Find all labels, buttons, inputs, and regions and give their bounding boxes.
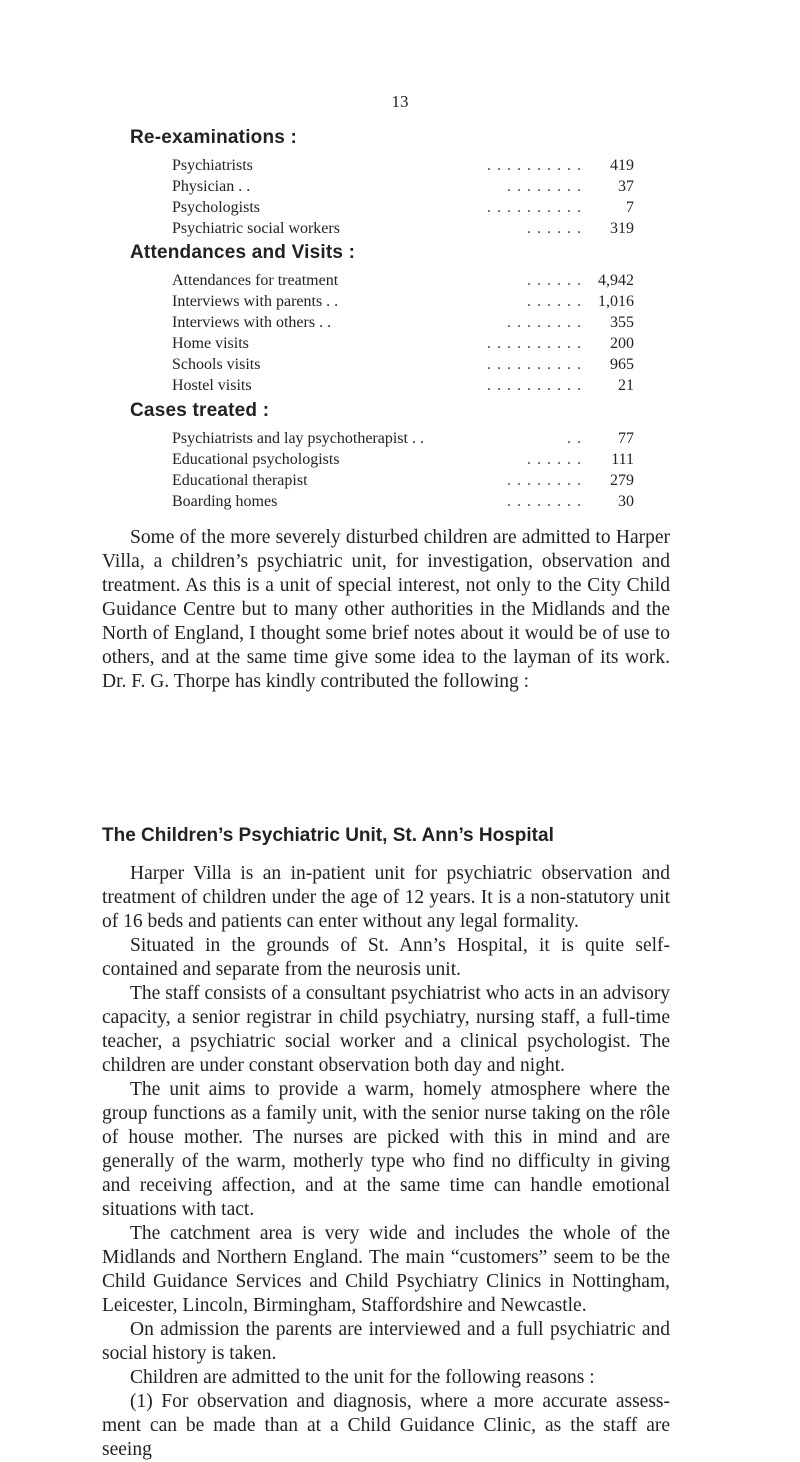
stat-label: Psychologists (172, 199, 261, 216)
stat-value: 319 (610, 220, 634, 237)
stat-value: 111 (611, 451, 634, 468)
stat-label: Psychiatric social workers (172, 220, 340, 237)
dot-leader: . . . . . . . . (507, 472, 582, 489)
section-heading-attendances: Attendances and Visits : (130, 242, 356, 263)
dot-leader: . . . . . . . . (507, 314, 582, 331)
dot-leader: . . . . . . (527, 272, 582, 289)
stat-label: Interviews with parents . . (172, 293, 339, 310)
stat-row (172, 428, 634, 450)
stat-value: 1,016 (598, 293, 634, 310)
stat-label: Educational psychologists (172, 451, 340, 468)
stat-label: Interviews with others . . (172, 314, 332, 331)
body-text (102, 862, 670, 1462)
dot-leader: . . . . . . (527, 451, 582, 468)
stat-row (172, 218, 634, 240)
stat-row (172, 449, 634, 471)
body-paragraph: (1) For observation and diagnosis, where a more accurate assess-ment can be made than at a Child Guidance Clinic, as the staff are seeing (102, 1391, 670, 1460)
dot-leader: . . . . . . (527, 220, 582, 237)
stat-row (172, 197, 634, 219)
stat-value: 7 (626, 199, 634, 216)
stat-value: 4,942 (598, 272, 634, 289)
body-paragraph: Children are admitted to the unit for the following reasons : (130, 1367, 595, 1388)
stat-row (172, 354, 634, 376)
stat-label: Psychiatrists (172, 157, 253, 174)
stat-row (172, 470, 634, 492)
stat-label: Psychiatrists and lay psychotherapist . . (172, 430, 424, 447)
stat-value: 37 (618, 178, 634, 195)
stat-label: Physician . . (172, 178, 251, 195)
dot-leader: . . . . . . . . . . (487, 157, 582, 174)
dot-leader: . . . . . . (527, 293, 582, 310)
intro-paragraph: Some of the more severely disturbed children are admitted to Harper Villa, a children’s psychiatric unit, for investigation, observation and treatment. As this is a unit of special interest, not only to the City Child Guidance Centre but to many other authorities in the Midlands and the North of England, I thought some brief notes about it would be of use to others, and at the same time give some idea to the layman of its work. Dr. F. G. Thorpe has kindly contributed the following : (102, 527, 670, 692)
stat-row (172, 291, 634, 313)
dot-leader: . . . . . . . . (507, 493, 582, 510)
dot-leader: . . . . . . . . . . (487, 335, 582, 352)
intro-block (102, 526, 670, 694)
dot-leader: . . . . . . . . . . (487, 356, 582, 373)
stat-row (172, 375, 634, 397)
dot-leader: . . . . . . . . (507, 178, 582, 195)
stat-label: Boarding homes (172, 493, 278, 510)
dot-leader: . . . . . . . . . . (487, 199, 582, 216)
stat-value: 30 (618, 493, 634, 510)
body-paragraph: The staff consists of a consultant psychiatrist who acts in an advisory capacity, a senior registrar in child psychiatry, nursing staff, a full-time teacher, a psychiatric social worker and a clinical psychologist. The children are under constant observation both day and night. (102, 983, 670, 1076)
stat-label: Attendances for treatment (172, 272, 339, 289)
stat-value: 200 (610, 335, 634, 352)
body-paragraph: On admission the parents are interviewed and a full psychiatric and social history is taken. (102, 1319, 670, 1364)
stat-value: 279 (610, 472, 634, 489)
unit-subheading: The Children’s Psychiatric Unit, St. Ann’s Hospital (102, 825, 554, 846)
dot-leader: . . . . . . . . . . (487, 377, 582, 394)
stat-row (172, 155, 634, 177)
stat-value: 77 (618, 430, 634, 447)
stat-row (172, 333, 634, 355)
stat-label: Hostel visits (172, 377, 252, 394)
body-paragraph: The catchment area is very wide and includes the whole of the Midlands and Northern England. The main “customers” seem to be the Child Guidance Services and Child Psychiatry Clinics in Nottingham, Leicester, Lincoln, Birmingham, Staffordshire and Newcastle. (102, 1223, 670, 1316)
stat-value: 965 (610, 356, 634, 373)
stat-label: Educational therapist (172, 472, 308, 489)
stat-row (172, 312, 634, 334)
stat-value: 21 (618, 377, 634, 394)
body-paragraph: The unit aims to provide a warm, homely atmosphere where the group functions as a family unit, with the senior nurse taking on the rôle of house mother. The nurses are picked with this in mind and are generally of the warm, motherly type who find no difficulty in giving and receiving affection, and at the same time can handle emotional situations with tact. (102, 1079, 670, 1220)
section-heading-re-examinations: Re-examinations : (130, 127, 298, 148)
stat-value: 355 (610, 314, 634, 331)
stat-row (172, 270, 634, 292)
section-heading-cases-treated: Cases treated : (130, 400, 270, 421)
stat-label: Schools visits (172, 356, 261, 373)
stat-row (172, 491, 634, 513)
stat-row (172, 176, 634, 198)
body-paragraph: Situated in the grounds of St. Ann’s Hospital, it is quite self-contained and separate from the neurosis unit. (102, 935, 670, 980)
body-paragraph: Harper Villa is an in-patient unit for psychiatric observation and treatment of children under the age of 12 years. It is a non-statutory unit of 16 beds and patients can enter without any legal formality. (102, 863, 670, 932)
page-number: 13 (391, 92, 409, 111)
dot-leader: . . (567, 430, 582, 447)
stat-value: 419 (610, 157, 634, 174)
stat-label: Home visits (172, 335, 249, 352)
